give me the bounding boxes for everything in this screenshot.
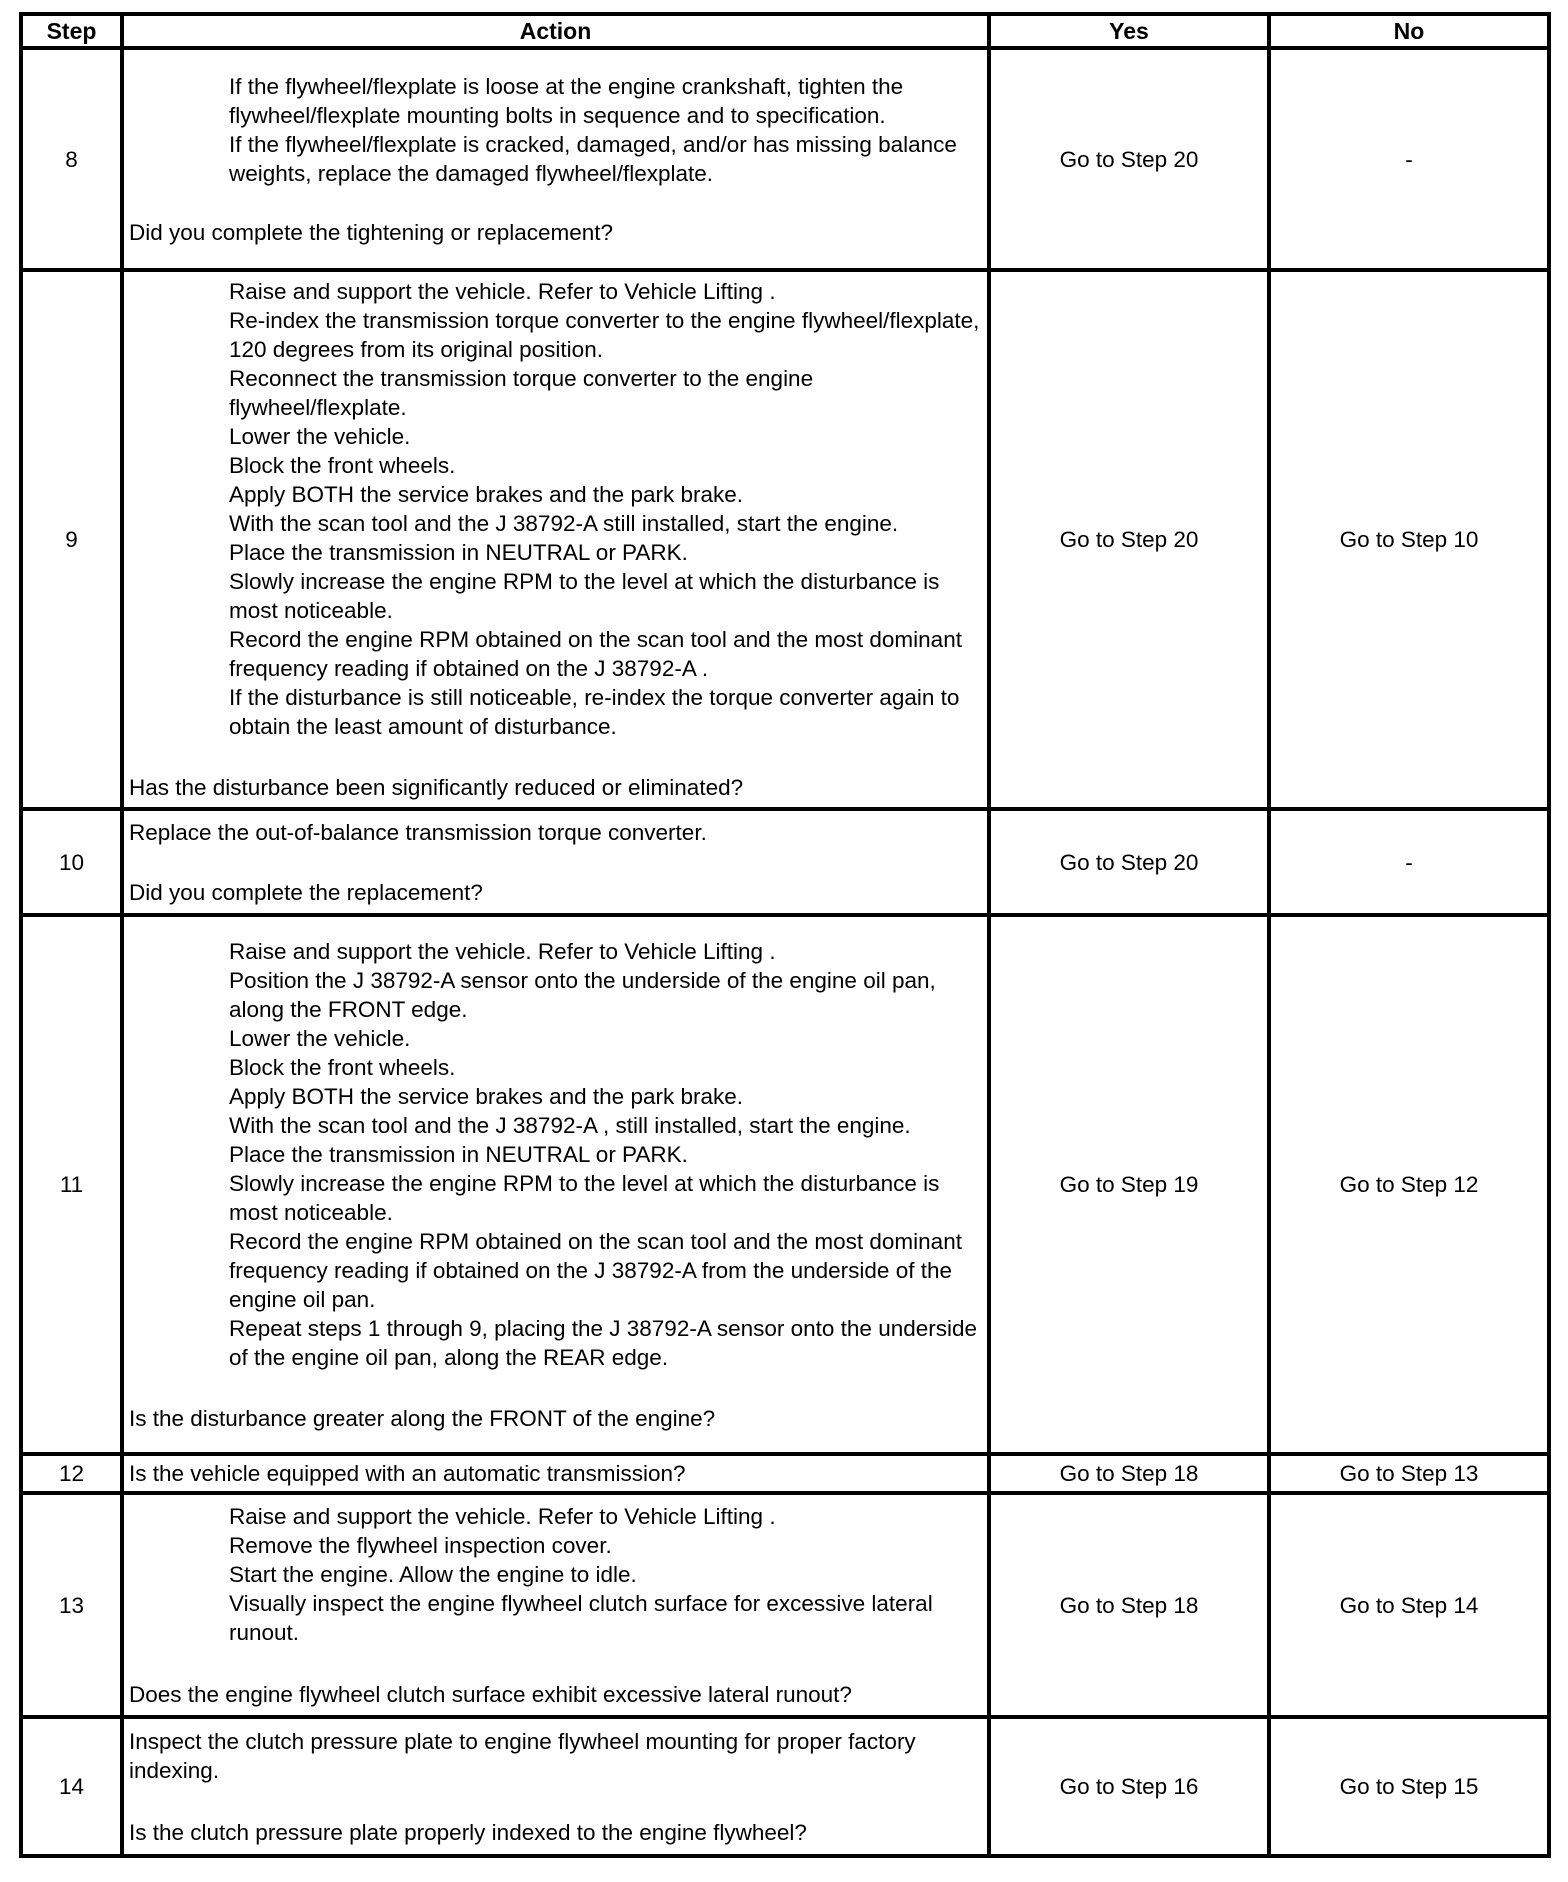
instruction-item: Record the engine RPM obtained on the scan tool and the most dominant frequency reading if obtained on the J 38792-A . — [229, 627, 962, 681]
instruction-item: Slowly increase the engine RPM to the level at which the disturbance is most noticeable. — [229, 1170, 940, 1225]
instruction-item: Start the engine. Allow the engine to idle. — [229, 1561, 637, 1587]
instruction-item: Remove the flywheel inspection cover. — [229, 1532, 612, 1558]
instruction-item: Visually inspect the engine flywheel clutch surface for excessive lateral runout. — [229, 1590, 933, 1645]
header-action: Action — [122, 14, 989, 48]
step-number: 14 — [21, 1717, 122, 1856]
action-question: Does the engine flywheel clutch surface exhibit excessive lateral runout? — [129, 1681, 852, 1707]
instruction-item: Block the front wheels. — [229, 1054, 456, 1080]
instruction-item: With the scan tool and the J 38792-A , still installed, start the engine. — [229, 1112, 911, 1138]
header-no: No — [1269, 14, 1549, 48]
no-result: Go to Step 13 — [1269, 1454, 1549, 1493]
instruction-item: Record the engine RPM obtained on the scan tool and the most dominant frequency reading if obtained on the J 38792-A from the underside of the engine oil pan. — [229, 1228, 962, 1312]
yes-result: Go to Step 18 — [989, 1493, 1269, 1717]
no-result: Go to Step 10 — [1269, 270, 1549, 809]
instruction-item: Repeat steps 1 through 9, placing the J 38792-A sensor onto the underside of the engine oil pan, along the REAR edge. — [229, 1315, 978, 1370]
instruction-item: Raise and support the vehicle. Refer to Vehicle Lifting . — [229, 279, 776, 304]
instruction-item: Raise and support the vehicle. Refer to Vehicle Lifting . — [229, 1503, 776, 1529]
instruction-item: Apply BOTH the service brakes and the park brake. — [229, 482, 743, 507]
action-question: Is the clutch pressure plate properly indexed to the engine flywheel? — [129, 1819, 807, 1845]
instruction-list — [129, 937, 982, 1372]
action-question: Has the disturbance been significantly reduced or eliminated? — [129, 775, 744, 800]
yes-result: Go to Step 19 — [989, 915, 1269, 1454]
table-row-step-14 — [21, 1717, 1549, 1856]
yes-result: Go to Step 16 — [989, 1717, 1269, 1856]
no-result: - — [1269, 809, 1549, 915]
instruction-item: Re-index the transmission torque converter to the engine flywheel/flexplate, 120 degrees from its original position. — [229, 308, 980, 362]
action-cell — [122, 270, 989, 809]
no-result: - — [1269, 48, 1549, 270]
yes-result: Go to Step 20 — [989, 809, 1269, 915]
instruction-item: Slowly increase the engine RPM to the level at which the disturbance is most noticeable. — [229, 569, 940, 623]
instruction-item: Reconnect the transmission torque converter to the engine flywheel/flexplate. — [229, 366, 814, 420]
no-result: Go to Step 12 — [1269, 915, 1549, 1454]
yes-result: Go to Step 18 — [989, 1454, 1269, 1493]
instruction-list — [129, 1502, 982, 1647]
yes-result: Go to Step 20 — [989, 270, 1269, 809]
instruction-item: If the disturbance is still noticeable, re-index the torque converter again to obtain the least amount of disturbance. — [229, 685, 960, 739]
action-question: Is the vehicle equipped with an automatic transmission? — [122, 1454, 989, 1493]
instruction-item: Raise and support the vehicle. Refer to Vehicle Lifting . — [229, 938, 776, 964]
action-question: Did you complete the tightening or replacement? — [129, 219, 614, 245]
no-result: Go to Step 15 — [1269, 1717, 1549, 1856]
step-number: 12 — [21, 1454, 122, 1493]
table-row-step-11 — [21, 915, 1549, 1454]
table-row-step-8 — [21, 48, 1549, 270]
step-number: 8 — [21, 48, 122, 270]
instruction-item: If the flywheel/flexplate is cracked, damaged, and/or has missing balance weights, replace the damaged flywheel/flexplate. — [229, 131, 957, 186]
step-number: 13 — [21, 1493, 122, 1717]
action-cell — [122, 1493, 989, 1717]
table-row-step-9 — [21, 270, 1549, 809]
action-question: Is the disturbance greater along the FRONT of the engine? — [129, 1405, 716, 1431]
step-number: 9 — [21, 270, 122, 809]
instruction-item: Place the transmission in NEUTRAL or PARK. — [229, 540, 688, 565]
instruction-list — [129, 72, 982, 188]
action-text: Replace the out-of-balance transmission torque converter. — [129, 819, 707, 845]
action-cell — [122, 48, 989, 270]
instruction-item: Apply BOTH the service brakes and the park brake. — [229, 1083, 743, 1109]
instruction-item: Block the front wheels. — [229, 453, 456, 478]
instruction-item: If the flywheel/flexplate is loose at the engine crankshaft, tighten the flywheel/flexplate mounting bolts in sequence and to specification. — [229, 73, 904, 128]
no-result: Go to Step 14 — [1269, 1493, 1549, 1717]
instruction-item: Place the transmission in NEUTRAL or PARK. — [229, 1141, 688, 1167]
action-cell — [122, 1717, 989, 1856]
instruction-item: Lower the vehicle. — [229, 424, 411, 449]
action-question: Did you complete the replacement? — [129, 879, 483, 905]
table-row-step-10 — [21, 809, 1549, 915]
header-yes: Yes — [989, 14, 1269, 48]
header-step: Step — [21, 14, 122, 48]
table-row-step-12 — [21, 1454, 1549, 1493]
instruction-item: Position the J 38792-A sensor onto the underside of the engine oil pan, along the FRONT edge. — [229, 967, 936, 1022]
instruction-item: With the scan tool and the J 38792-A still installed, start the engine. — [229, 511, 899, 536]
diagnostic-table — [19, 12, 1551, 1858]
table-row-step-13 — [21, 1493, 1549, 1717]
action-text: Inspect the clutch pressure plate to engine flywheel mounting for proper factory indexing. — [129, 1728, 916, 1783]
step-number: 10 — [21, 809, 122, 915]
action-cell — [122, 809, 989, 915]
header-row — [21, 14, 1549, 48]
yes-result: Go to Step 20 — [989, 48, 1269, 270]
instruction-item: Lower the vehicle. — [229, 1025, 411, 1051]
step-number: 11 — [21, 915, 122, 1454]
instruction-list — [129, 277, 982, 741]
action-cell — [122, 915, 989, 1454]
